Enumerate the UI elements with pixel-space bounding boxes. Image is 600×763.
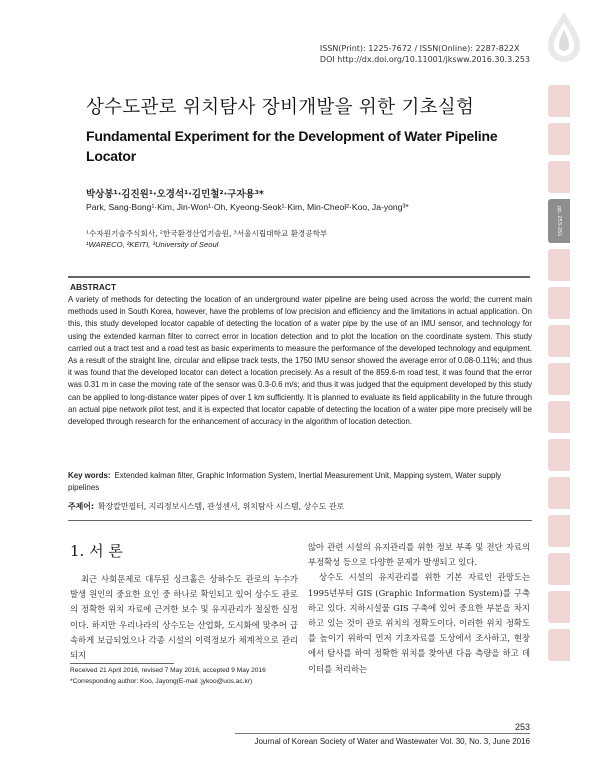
journal-citation: Journal of Korean Society of Water and Wastewater Vol. 30, No. 3, June 2016 — [254, 737, 530, 746]
side-tab[interactable] — [548, 85, 570, 117]
side-tab[interactable] — [548, 477, 570, 509]
received-dates: Received 21 April 2016, revised 7 May 2016, accepted 9 May 2016 — [70, 667, 266, 674]
side-tab[interactable] — [548, 515, 570, 547]
affiliations-english: ¹WARECO, ²KEITI, ³University of Seoul — [86, 240, 219, 249]
left-column — [70, 572, 298, 663]
authors-english: Park, Sang-Bong¹·Kim, Jin-Won¹·Oh, Kyeong-Seok¹·Kim, Min-Cheol²·Koo, Ja-yong³* — [86, 202, 409, 212]
title-korean: 상수도관로 위치탐사 장비개발을 위한 기초실험 — [86, 97, 475, 118]
side-tab[interactable] — [548, 591, 570, 623]
footnote-divider — [70, 663, 174, 664]
keywords-korean-label: 주제어: — [68, 502, 95, 511]
side-tab[interactable] — [548, 553, 570, 585]
keywords-text: Extended kalman filter, Graphic Information System, Inertial Measurement Unit, Mapping system, Water supply pipelines — [68, 471, 502, 493]
divider-top — [68, 276, 530, 278]
paragraph: 최근 사회문제로 대두된 싱크홀은 상하수도 관로의 누수가 발생 원인의 중요한 요인 중 하나로 확인되고 있어 상수도 관로의 정확한 위치 자료에 근거한 보수 및 유지관리가 절실한 실정이다. 하지만 우리나라의 상수도는 산업화, 도시화에 맞추어 급속하게 보급되었으나 각종 시설의 이력정보가 체계적으로 관리되지 — [70, 574, 298, 661]
issn-line: ISSN(Print): 1225-7672 / ISSN(Online): 2287-822X — [319, 44, 520, 53]
side-tabs — [548, 85, 570, 675]
page-number: 253 — [515, 722, 531, 732]
right-column — [308, 540, 530, 677]
abstract-heading: ABSTRACT — [70, 282, 117, 292]
side-tab[interactable] — [548, 401, 570, 433]
footnote — [70, 666, 300, 687]
side-tab[interactable] — [548, 439, 570, 471]
side-tab[interactable] — [548, 325, 570, 357]
footer-divider — [235, 733, 530, 734]
side-tab[interactable] — [548, 123, 570, 155]
divider-middle — [68, 520, 532, 521]
side-tab[interactable] — [548, 363, 570, 395]
doi-link[interactable]: DOI http://dx.doi.org/10.11001/jksww.2016.30.3.253 — [319, 55, 530, 64]
side-tab[interactable] — [548, 629, 570, 661]
keywords-row — [68, 470, 532, 494]
side-tab[interactable] — [548, 161, 570, 193]
paragraph: 상수도 시설의 유지관리를 위한 기본 자료인 관망도는 1995년부터 GIS (Graphic Information System)를 구축하고 있다. 지하시설물 GIS 구축에 있어 중요한 부분을 차지하고 있는 것이 관로 위치의 정확도이다. 이러한 위치 정확도를 높이기 위하여 먼저 기초자료를 도상에서 조사하고, 현장에서 탐사를 하여 정확한 위치를 찾아낸 다음 측량을 하고 데이터를 처리하는 — [308, 572, 530, 674]
side-tab[interactable] — [548, 287, 570, 319]
keywords-korean-text: 확장칼만필터, 지리정보시스템, 관성센서, 위치탐사 시스템, 상수도 관로 — [98, 502, 345, 511]
authors-korean: 박상봉¹·김진원¹·오경석¹·김민철²·구자용³* — [86, 189, 264, 200]
affiliations-korean: ¹수자원기술주식회사, ²한국환경산업기술원, ³서울시립대학교 환경공학부 — [86, 229, 328, 238]
keywords-korean-row — [68, 501, 532, 512]
paragraph: 않아 관련 시설의 유지관리를 위한 정보 부족 및 전단 자료의 부정확성 등으로 다양한 문제가 발생되고 있다. — [308, 542, 530, 568]
side-tab-active[interactable]: pp. 253-261 — [548, 199, 570, 243]
issn-doi-block — [320, 43, 530, 65]
abstract-text: A variety of methods for detecting the location of an underground water pipeline are being used across the world; the current main methods used in South Korea, however, have the problems of low precision and efficiency and the limitations in actual application. On this, this study developed locator capable of detecting the location of a water pipe by the use of an IMU sensor, and technology for using the extended karman filter to correct error in location detection and to plot the location on the coordinate system. This study carried out a tract test and a road test as basic experiments to measure the performance of the developed technology and equipment. As a result of the straight line, circular and ellipse track tests, the 1750 IMU sensor showed the average error of 0.08-0.11%; and thus it was found that the developed locator can detect a location precisely. As a result of the 859.6-m road test, it was found that the error was 0.31 m in case the moving rate of the sensor was 0.3-0.6 m/s; and thus it was judged that the equipment developed by this study can be applied to long-distance water pipes of over 1 km sufficiently. It is planned to evaluate its field applicability in the future through an actual pipe network pilot test, and it is expected that locator capable of detecting the location of a water pipe more precisely will be developed through research for the enhancement of accuracy in the algorithm of location detection. — [68, 295, 532, 427]
corresponding-author: *Corresponding author: Koo, Jayong(E-mail :jykoo@uos.ac.kr) — [70, 677, 253, 685]
keywords-label: Key words: — [68, 471, 111, 480]
side-tab[interactable] — [548, 249, 570, 281]
title-english: Fundamental Experiment for the Development of Water Pipeline Locator — [86, 128, 498, 164]
section-heading: 1. 서 론 — [70, 542, 123, 560]
water-drop-logo-icon — [540, 8, 588, 66]
